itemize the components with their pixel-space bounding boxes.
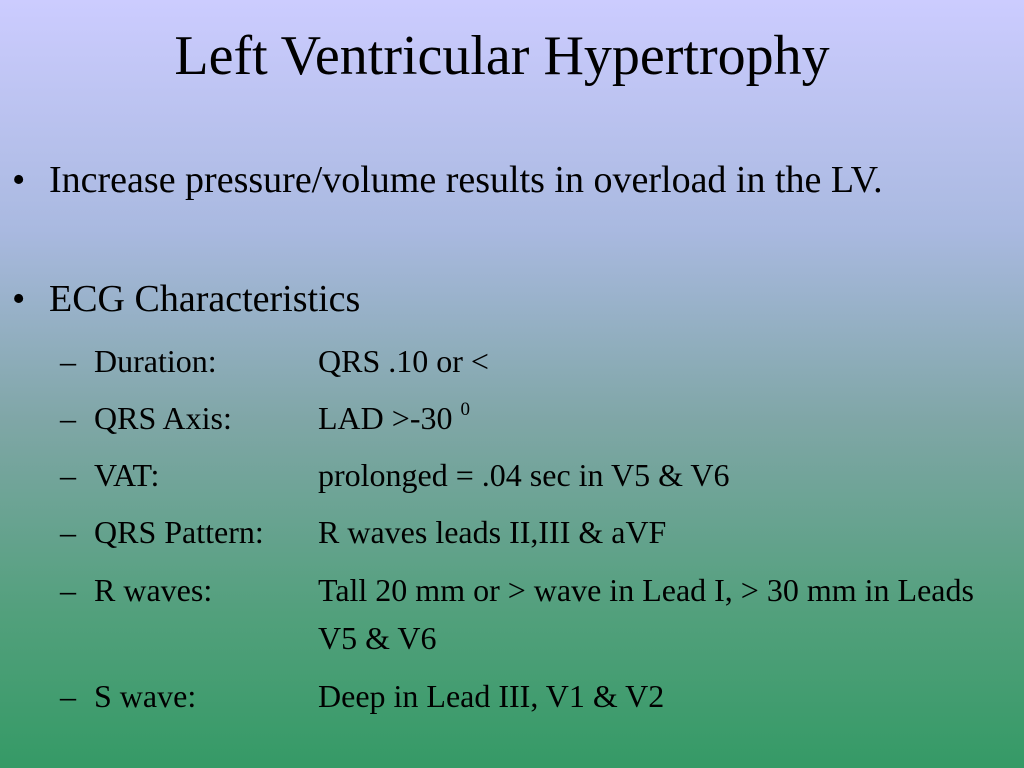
characteristic-value: R waves leads II,III & aVF xyxy=(318,514,667,550)
characteristic-item xyxy=(60,508,990,556)
bullet-icon: • xyxy=(12,159,26,201)
characteristic-item xyxy=(60,394,990,442)
characteristic-item xyxy=(60,566,990,662)
dash-icon: – xyxy=(60,400,76,436)
characteristic-label: Duration: xyxy=(94,343,217,379)
degree-superscript: 0 xyxy=(460,399,470,420)
bullet-icon: • xyxy=(12,278,26,320)
characteristic-value: Deep in Lead III, V1 & V2 xyxy=(318,678,665,714)
characteristic-label: VAT: xyxy=(94,457,160,493)
characteristic-item xyxy=(60,337,990,385)
bullet-item xyxy=(12,272,992,326)
characteristic-label: QRS Pattern: xyxy=(94,514,264,550)
dash-icon: – xyxy=(60,514,76,550)
dash-icon: – xyxy=(60,678,76,714)
bullet-text: Increase pressure/volume results in overload in the LV. xyxy=(49,159,883,201)
dash-icon: – xyxy=(60,572,76,608)
characteristic-value: prolonged = .04 sec in V5 & V6 xyxy=(318,457,730,493)
dash-icon: – xyxy=(60,457,76,493)
bullet-item xyxy=(12,153,992,207)
characteristic-value: QRS .10 or < xyxy=(318,343,489,379)
characteristic-item xyxy=(60,672,990,720)
bullet-text: ECG Characteristics xyxy=(49,278,361,320)
slide-title: Left Ventricular Hypertrophy xyxy=(174,25,830,87)
dash-icon: – xyxy=(60,343,76,379)
characteristic-label: QRS Axis: xyxy=(94,400,232,436)
characteristic-value-wrapper xyxy=(318,394,990,442)
characteristic-label: S wave: xyxy=(94,678,197,714)
characteristic-label: R waves: xyxy=(94,572,213,608)
characteristic-value: Tall 20 mm or > wave in Lead I, > 30 mm in Leads V5 & V6 xyxy=(318,572,974,656)
characteristic-value: LAD >-30 xyxy=(318,400,453,436)
characteristic-item xyxy=(60,451,990,499)
